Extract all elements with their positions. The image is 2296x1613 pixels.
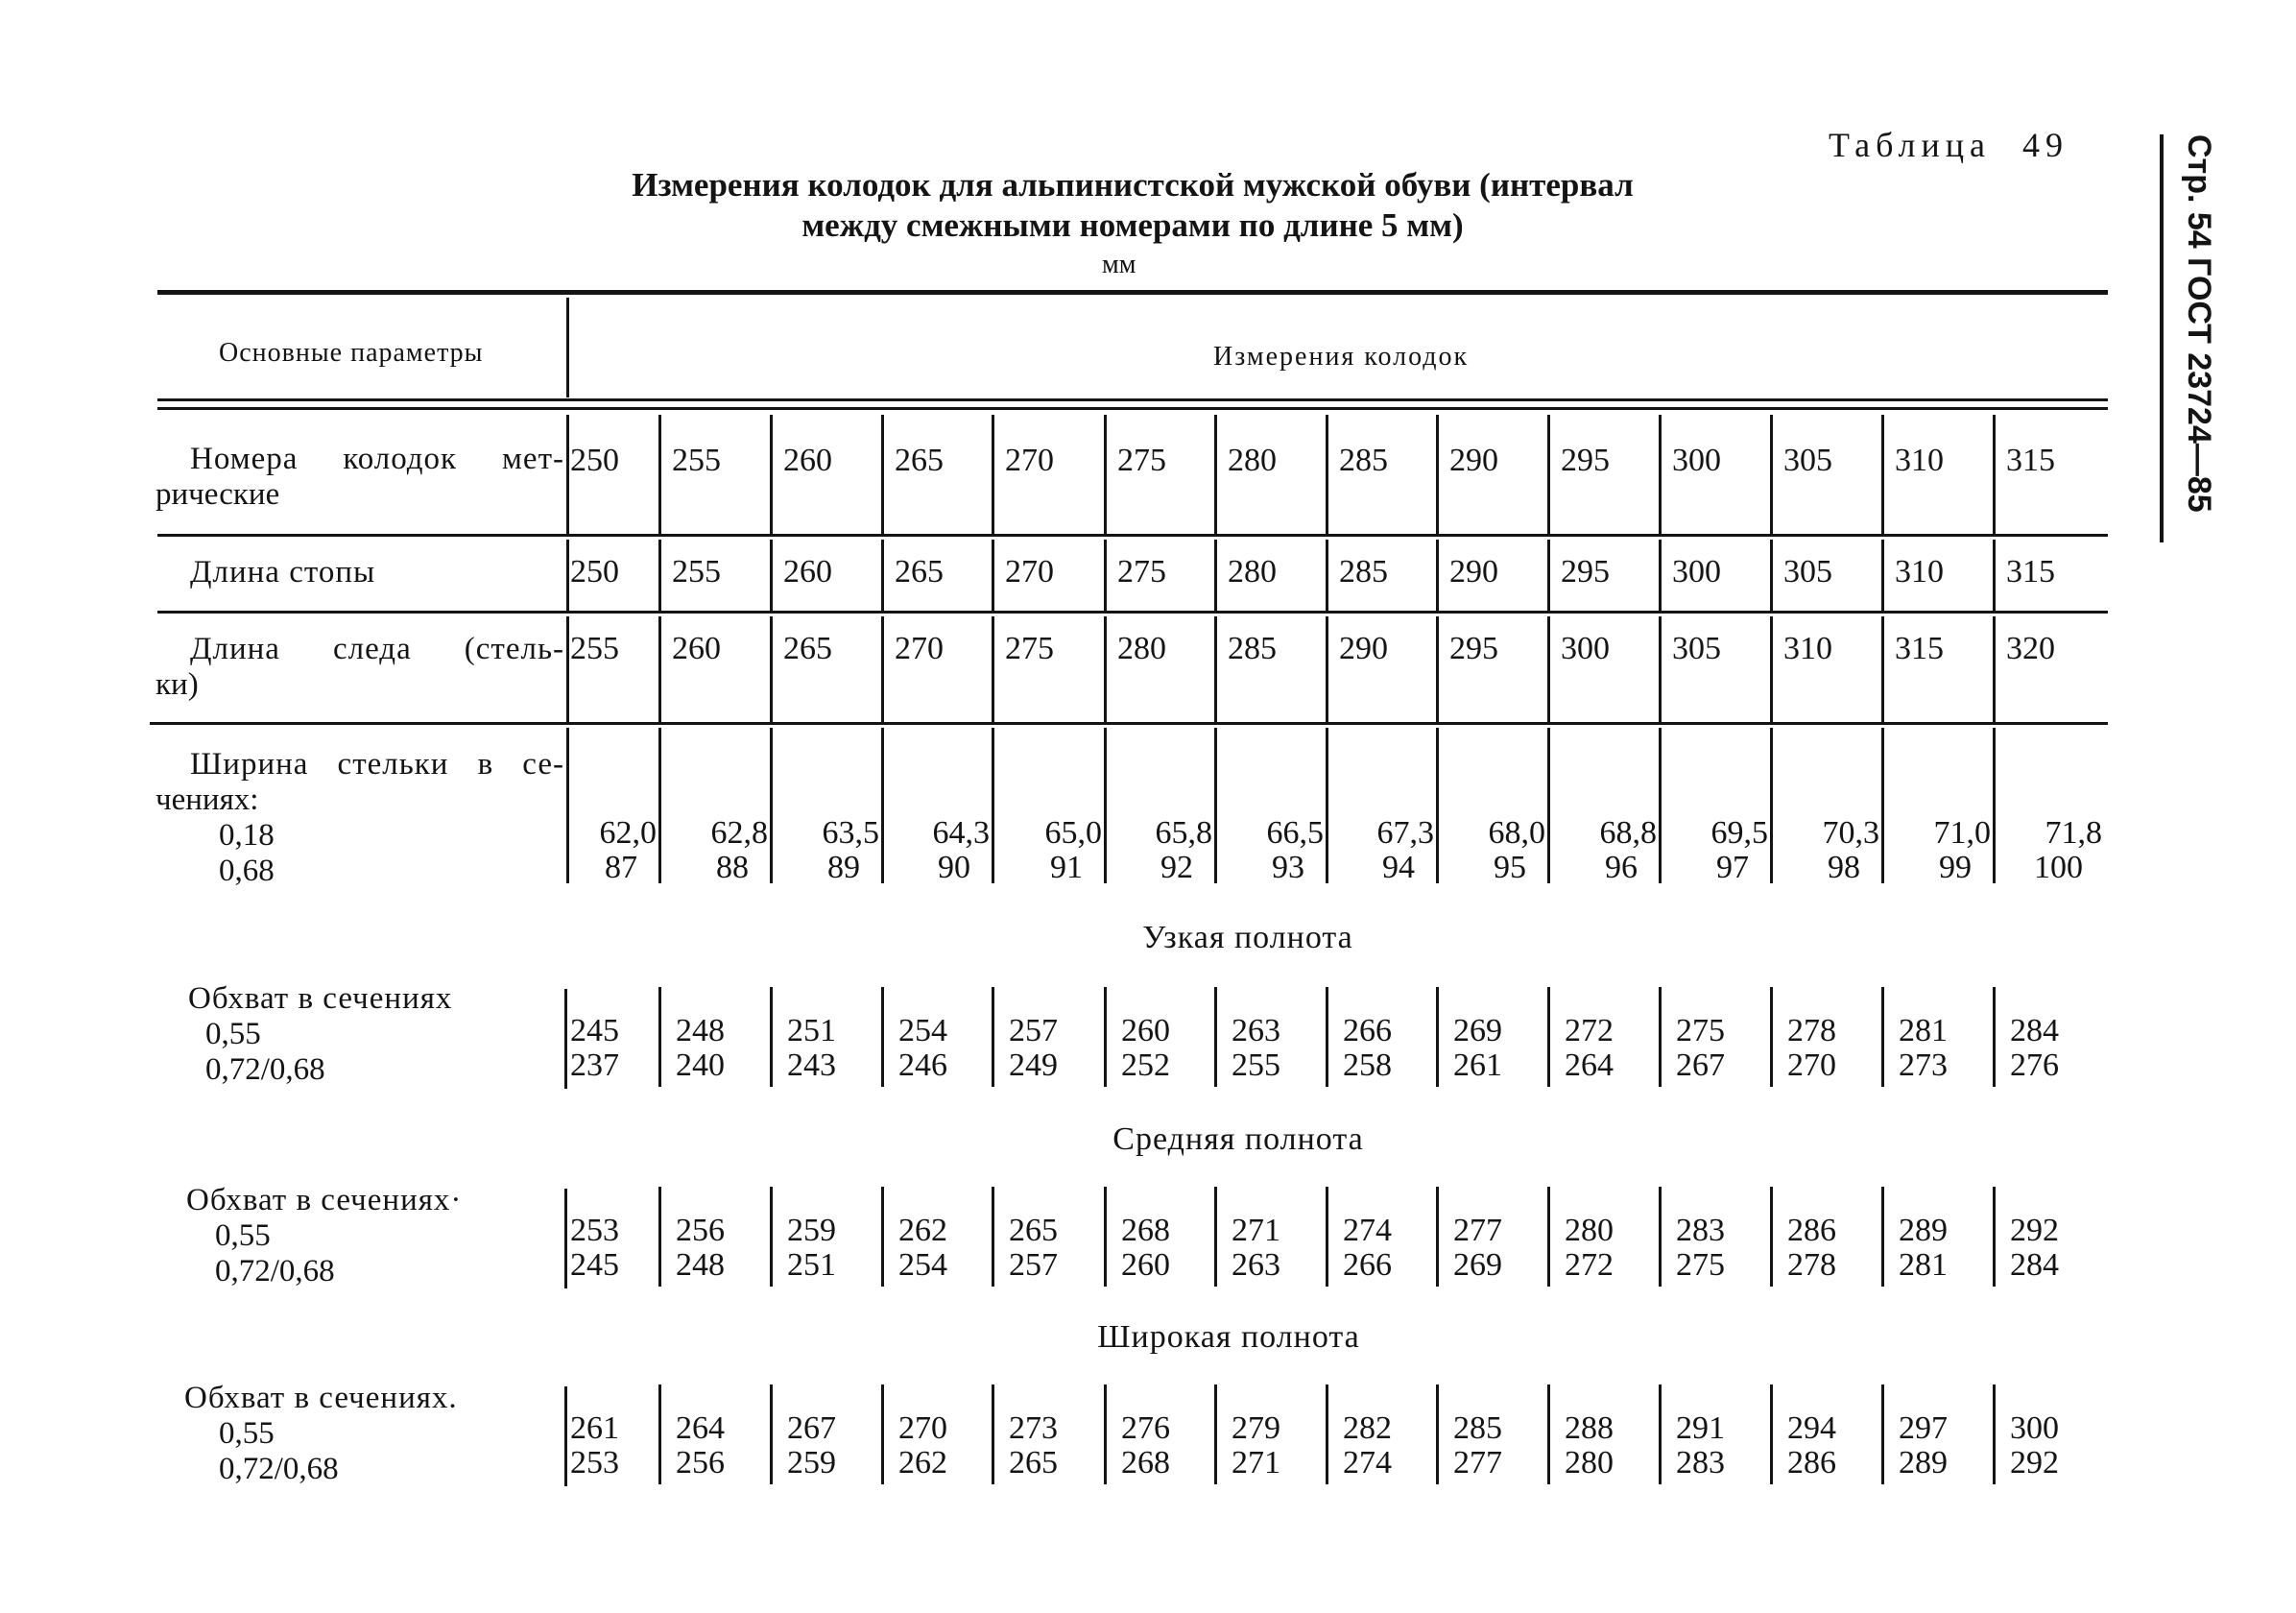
table-cell: 98: [1828, 850, 1860, 885]
section-left-rule: [564, 1189, 567, 1288]
header-top-rule: [157, 290, 2108, 295]
table-cell: 280: [1565, 1213, 1614, 1248]
table-cell: 250: [570, 554, 619, 590]
table-cell: 276: [1121, 1410, 1170, 1446]
table-cell: 294: [1787, 1410, 1836, 1446]
column-rule: [992, 415, 994, 534]
table-cell: 266: [1343, 1247, 1392, 1283]
table-cell: 87: [605, 850, 637, 885]
table-cell: 69,5: [1710, 815, 1768, 851]
table-cell: 281: [1899, 1013, 1948, 1048]
table-cell: 269: [1453, 1013, 1502, 1048]
table-cell: 283: [1676, 1213, 1725, 1248]
table-cell: 295: [1449, 631, 1498, 666]
table-cell: 284: [2010, 1247, 2059, 1283]
table-cell: 261: [1453, 1047, 1502, 1083]
table-cell: 270: [1005, 443, 1054, 478]
table-cell: 276: [2010, 1047, 2059, 1083]
table-cell: 245: [570, 1013, 619, 1048]
table-cell: 273: [1899, 1047, 1948, 1083]
table-cell: 285: [1339, 443, 1388, 478]
table-cell: 315: [1895, 631, 1944, 666]
table-cell: 278: [1787, 1013, 1836, 1048]
column-rule: [992, 987, 994, 1087]
column-rule: [1326, 540, 1328, 611]
table-cell: 248: [676, 1247, 725, 1283]
column-rule: [1326, 616, 1328, 722]
column-rule: [1547, 1187, 1550, 1287]
column-rule: [1104, 415, 1107, 534]
column-rule: [1881, 987, 1884, 1087]
table-cell: 270: [1787, 1047, 1836, 1083]
column-rule: [1659, 415, 1662, 534]
section-label-medium: [186, 1183, 462, 1289]
column-rule: [1326, 1384, 1328, 1484]
column-rule: [1547, 540, 1550, 611]
table-cell: 310: [1783, 631, 1832, 666]
table-cell: 62,0: [599, 815, 657, 851]
column-rule: [992, 1384, 994, 1484]
table-cell: 275: [1676, 1247, 1725, 1283]
table-cell: 97: [1716, 850, 1749, 885]
medium-label: Обхват в сечениях·: [186, 1183, 463, 1217]
table-cell: 91: [1050, 850, 1083, 885]
column-rule: [770, 987, 773, 1087]
column-rule: [1770, 987, 1773, 1087]
column-rule: [1770, 540, 1773, 611]
column-rule: [881, 1187, 884, 1287]
column-rule: [1881, 1384, 1884, 1484]
table-cell: 280: [1565, 1445, 1614, 1481]
column-rule: [1993, 1187, 1996, 1287]
table-cell: 305: [1672, 631, 1721, 666]
table-cell: 267: [787, 1410, 836, 1446]
column-rule: [1659, 1187, 1662, 1287]
column-rule: [1881, 415, 1884, 534]
header-col-params: Основные параметры: [219, 338, 484, 368]
table-cell: 295: [1561, 443, 1610, 478]
table-cell: 68,8: [1599, 815, 1657, 851]
column-rule: [1214, 1187, 1217, 1287]
table-cell: 268: [1121, 1445, 1170, 1481]
table-cell: 277: [1453, 1445, 1502, 1481]
table-cell: 249: [1009, 1047, 1058, 1083]
label-shirina-line-1: Ширина стельки в се-: [190, 747, 564, 782]
column-rule: [1993, 616, 1996, 722]
table-cell: 270: [898, 1410, 947, 1446]
table-cell: 300: [1561, 631, 1610, 666]
column-rule: [992, 1187, 994, 1287]
label-nomera: [155, 442, 564, 513]
table-cell: 272: [1565, 1013, 1614, 1048]
table-cell: 270: [895, 631, 944, 666]
table-cell: 88: [716, 850, 749, 885]
table-cell: 275: [1117, 554, 1166, 590]
table-cell: 253: [570, 1445, 619, 1481]
label-nomera-line-2: рические: [155, 477, 280, 512]
table-cell: 292: [2010, 1445, 2059, 1481]
table-cell: 295: [1561, 554, 1610, 590]
row-rule-3: [150, 722, 2108, 725]
table-cell: 264: [676, 1410, 725, 1446]
table-number: 49: [2021, 126, 2069, 164]
table-cell: 264: [1565, 1047, 1614, 1083]
table-cell: 280: [1117, 631, 1166, 666]
table-number-caption: [1829, 125, 2069, 165]
column-rule: [881, 616, 884, 722]
section-title-medium: Средняя полнота: [1112, 1121, 1364, 1157]
section-label-narrow: [188, 981, 452, 1088]
table-cell: 96: [1605, 850, 1638, 885]
table-cell: 251: [787, 1013, 836, 1048]
column-rule: [658, 415, 661, 534]
table-cell: 250: [570, 443, 619, 478]
label-dlina-stopy: Длина стопы: [190, 555, 376, 590]
column-rule: [770, 415, 773, 534]
table-cell: 260: [1121, 1013, 1170, 1048]
column-rule: [1326, 415, 1328, 534]
column-rule: [1881, 1187, 1884, 1287]
label-shirina: [155, 747, 564, 889]
section-title-narrow: Узкая полнота: [1142, 920, 1353, 955]
side-stamp-text: Стр. 54 ГОСТ 23724—85: [2181, 134, 2217, 513]
column-rule: [1104, 1384, 1107, 1484]
medium-sub-1: 0,55: [215, 1218, 271, 1253]
column-rule: [1547, 616, 1550, 722]
table-cell: 254: [898, 1013, 947, 1048]
table-cell: 94: [1382, 850, 1415, 885]
label-shirina-sub-2: 0,68: [219, 854, 275, 888]
header-bottom-rule-2: [157, 407, 2108, 410]
table-cell: 271: [1232, 1213, 1280, 1248]
column-rule: [1436, 1187, 1439, 1287]
table-cell: 305: [1783, 554, 1832, 590]
table-cell: 284: [2010, 1013, 2059, 1048]
table-cell: 285: [1339, 554, 1388, 590]
table-cell: 261: [570, 1410, 619, 1446]
row-band-left-rule: [566, 540, 569, 611]
column-rule: [770, 616, 773, 722]
table-cell: 90: [938, 850, 970, 885]
table-cell: 263: [1232, 1247, 1280, 1283]
label-shirina-line-2: чениях:: [155, 782, 259, 817]
table-cell: 273: [1009, 1410, 1058, 1446]
table-cell: 251: [787, 1247, 836, 1283]
table-cell: 283: [1676, 1445, 1725, 1481]
side-stamp-rule: [2160, 134, 2164, 542]
table-cell: 62,8: [710, 815, 768, 851]
section-label-wide: [184, 1381, 458, 1487]
units-label: мм: [1102, 250, 1136, 279]
column-rule: [1547, 1384, 1550, 1484]
table-cell: 265: [895, 554, 944, 590]
table-cell: 278: [1787, 1247, 1836, 1283]
table-cell: 270: [1005, 554, 1054, 590]
header-bottom-rule-1: [157, 398, 2108, 401]
table-cell: 271: [1232, 1445, 1280, 1481]
table-cell: 240: [676, 1047, 725, 1083]
table-title: [442, 165, 1824, 246]
column-rule: [1104, 987, 1107, 1087]
column-rule: [1770, 1384, 1773, 1484]
table-cell: 89: [827, 850, 860, 885]
table-cell: 300: [1672, 443, 1721, 478]
table-cell: 285: [1453, 1410, 1502, 1446]
section-title-wide: Широкая полнота: [1097, 1319, 1360, 1355]
table-cell: 267: [1676, 1047, 1725, 1083]
table-cell: 297: [1899, 1410, 1948, 1446]
table-cell: 280: [1228, 443, 1277, 478]
column-rule: [1214, 540, 1217, 611]
table-cell: 286: [1787, 1445, 1836, 1481]
column-rule: [658, 987, 661, 1087]
table-cell: 260: [1121, 1247, 1170, 1283]
table-cell: 71,8: [2045, 815, 2102, 851]
column-rule: [1104, 616, 1107, 722]
table-cell: 288: [1565, 1410, 1614, 1446]
column-rule: [1436, 616, 1439, 722]
table-cell: 245: [570, 1247, 619, 1283]
column-rule: [1993, 1384, 1996, 1484]
table-cell: 275: [1676, 1013, 1725, 1048]
table-cell: 67,3: [1376, 815, 1434, 851]
table-cell: 274: [1343, 1445, 1392, 1481]
column-rule: [658, 1384, 661, 1484]
column-rule: [1993, 415, 1996, 534]
narrow-sub-2: 0,72/0,68: [205, 1052, 325, 1087]
table-cell: 272: [1565, 1247, 1614, 1283]
table-cell: 66,5: [1266, 815, 1324, 851]
table-cell: 260: [672, 631, 721, 666]
table-cell: 262: [898, 1213, 947, 1248]
narrow-sub-1: 0,55: [205, 1017, 261, 1051]
table-cell: 274: [1343, 1213, 1392, 1248]
table-cell: 253: [570, 1213, 619, 1248]
column-rule: [1881, 616, 1884, 722]
wide-sub-1: 0,55: [219, 1416, 275, 1451]
header-col-measurements: Измерения колодок: [1213, 342, 1470, 372]
column-rule: [1436, 415, 1439, 534]
table-cell: 268: [1121, 1213, 1170, 1248]
column-rule: [1214, 415, 1217, 534]
wide-sub-2: 0,72/0,68: [219, 1452, 339, 1486]
column-rule: [1436, 540, 1439, 611]
table-cell: 265: [895, 443, 944, 478]
table-cell: 237: [570, 1047, 619, 1083]
table-cell: 255: [570, 631, 619, 666]
column-rule: [1104, 540, 1107, 611]
column-rule: [992, 616, 994, 722]
title-line-2: между смежными номерами по длине 5 мм): [801, 206, 1464, 244]
column-rule: [1993, 540, 1996, 611]
narrow-label: Обхват в сечениях: [188, 981, 453, 1016]
table-cell: 248: [676, 1013, 725, 1048]
column-rule: [1436, 987, 1439, 1087]
column-rule: [881, 540, 884, 611]
column-rule: [1436, 1384, 1439, 1484]
table-cell: 246: [898, 1047, 947, 1083]
column-rule: [1659, 1384, 1662, 1484]
table-cell: 282: [1343, 1410, 1392, 1446]
table-cell: 310: [1895, 554, 1944, 590]
table-cell: 256: [676, 1445, 725, 1481]
column-rule: [1547, 415, 1550, 534]
table-number-label: Таблица: [1829, 126, 1991, 164]
table-cell: 252: [1121, 1047, 1170, 1083]
table-cell: 64,3: [932, 815, 990, 851]
column-rule: [770, 540, 773, 611]
column-rule: [770, 1187, 773, 1287]
table-cell: 255: [1232, 1047, 1280, 1083]
column-rule: [770, 1384, 773, 1484]
table-cell: 255: [672, 443, 721, 478]
table-cell: 256: [676, 1213, 725, 1248]
table-cell: 243: [787, 1047, 836, 1083]
table-cell: 275: [1005, 631, 1054, 666]
column-rule: [1326, 1187, 1328, 1287]
table-cell: 259: [787, 1445, 836, 1481]
table-cell: 263: [1232, 1013, 1280, 1048]
label-dlina-sleda-line-1: Длина следа (стель-: [190, 632, 564, 666]
table-cell: 292: [2010, 1213, 2059, 1248]
table-cell: 95: [1494, 850, 1526, 885]
table-cell: 99: [1939, 850, 1972, 885]
table-cell: 63,5: [822, 815, 879, 851]
table-cell: 68,0: [1488, 815, 1545, 851]
column-rule: [658, 616, 661, 722]
table-cell: 279: [1232, 1410, 1280, 1446]
table-cell: 92: [1160, 850, 1193, 885]
table-cell: 289: [1899, 1213, 1948, 1248]
table-cell: 305: [1783, 443, 1832, 478]
column-rule: [1770, 1187, 1773, 1287]
column-rule: [881, 987, 884, 1087]
table-cell: 65,0: [1044, 815, 1102, 851]
column-rule: [1104, 1187, 1107, 1287]
table-cell: 65,8: [1155, 815, 1212, 851]
table-cell: 265: [783, 631, 832, 666]
table-cell: 290: [1449, 554, 1498, 590]
table-cell: 291: [1676, 1410, 1725, 1446]
column-rule: [1326, 987, 1328, 1087]
table-cell: 320: [2006, 631, 2055, 666]
column-rule: [881, 1384, 884, 1484]
table-cell: 266: [1343, 1013, 1392, 1048]
table-cell: 315: [2006, 554, 2055, 590]
table-cell: 255: [672, 554, 721, 590]
column-rule: [992, 540, 994, 611]
table-cell: 265: [1009, 1213, 1058, 1248]
table-cell: 100: [2034, 850, 2083, 885]
column-rule: [658, 540, 661, 611]
column-rule: [881, 415, 884, 534]
table-cell: 259: [787, 1213, 836, 1248]
label-dlina-sleda-line-2: ки): [155, 667, 199, 702]
title-line-1: Измерения колодок для альпинистской мужской обуви (интервал: [632, 166, 1634, 204]
column-rule: [1881, 540, 1884, 611]
column-rule: [1214, 616, 1217, 722]
table-cell: 265: [1009, 1445, 1058, 1481]
label-shirina-sub-1: 0,18: [219, 818, 275, 853]
table-cell: 93: [1272, 850, 1304, 885]
column-rule: [1659, 540, 1662, 611]
table-cell: 300: [1672, 554, 1721, 590]
header-divider: [566, 298, 569, 397]
label-dlina-sleda: [155, 632, 564, 703]
table-cell: 315: [2006, 443, 2055, 478]
table-cell: 290: [1339, 631, 1388, 666]
table-cell: 269: [1453, 1247, 1502, 1283]
column-rule: [1659, 616, 1662, 722]
table-cell: 258: [1343, 1047, 1392, 1083]
row-rule-1: [157, 534, 2108, 537]
table-cell: 285: [1228, 631, 1277, 666]
column-rule: [1993, 987, 1996, 1087]
row-band-left-rule: [566, 616, 569, 722]
section-left-rule: [564, 989, 567, 1089]
section-left-rule: [564, 1386, 567, 1486]
medium-sub-2: 0,72/0,68: [215, 1254, 335, 1288]
row-rule-2: [157, 611, 2108, 614]
wide-label: Обхват в сечениях.: [184, 1381, 458, 1415]
table-cell: 262: [898, 1445, 947, 1481]
column-rule: [1214, 987, 1217, 1087]
table-cell: 289: [1899, 1445, 1948, 1481]
column-rule: [1547, 987, 1550, 1087]
table-cell: 257: [1009, 1013, 1058, 1048]
table-cell: 260: [783, 443, 832, 478]
table-cell: 254: [898, 1247, 947, 1283]
table-cell: 257: [1009, 1247, 1058, 1283]
table-cell: 290: [1449, 443, 1498, 478]
column-rule: [1770, 616, 1773, 722]
label-nomera-line-1: Номера колодок мет-: [190, 442, 564, 476]
table-cell: 70,3: [1822, 815, 1879, 851]
side-stamp: [2179, 134, 2229, 538]
table-cell: 300: [2010, 1410, 2059, 1446]
column-rule: [1214, 1384, 1217, 1484]
column-rule: [1659, 987, 1662, 1087]
column-rule: [658, 1187, 661, 1287]
row-band-left-rule: [566, 415, 569, 534]
table-cell: 280: [1228, 554, 1277, 590]
table-cell: 286: [1787, 1213, 1836, 1248]
table-cell: 71,0: [1933, 815, 1991, 851]
column-rule: [1770, 415, 1773, 534]
table-cell: 260: [783, 554, 832, 590]
table-cell: 310: [1895, 443, 1944, 478]
table-cell: 281: [1899, 1247, 1948, 1283]
table-cell: 277: [1453, 1213, 1502, 1248]
table-cell: 275: [1117, 443, 1166, 478]
